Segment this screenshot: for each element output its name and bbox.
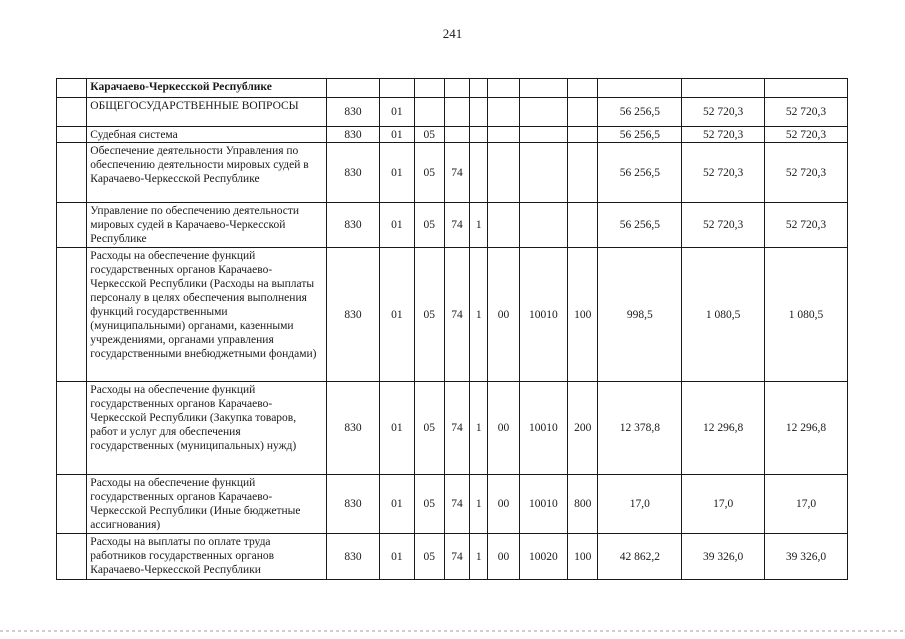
table-row — [57, 143, 848, 203]
margin-cell — [57, 475, 87, 534]
subsection-code: 05 — [414, 143, 444, 203]
subsection-code: 05 — [414, 248, 444, 382]
subprogram-code — [470, 98, 488, 127]
program-code — [444, 127, 469, 143]
margin-cell — [57, 127, 87, 143]
subprogram-code: 1 — [470, 203, 488, 248]
section-code: 01 — [380, 534, 414, 580]
program-code — [444, 98, 469, 127]
margin-cell — [57, 248, 87, 382]
ministry-code: 830 — [326, 382, 380, 475]
program-code — [444, 79, 469, 98]
expense-type-code — [568, 143, 598, 203]
amount-year-2: 52 720,3 — [682, 203, 765, 248]
event-code — [488, 127, 519, 143]
direction-code — [519, 143, 567, 203]
expense-type-code — [568, 203, 598, 248]
subprogram-code: 1 — [470, 534, 488, 580]
event-code: 00 — [488, 534, 519, 580]
event-code: 00 — [488, 382, 519, 475]
margin-cell — [57, 534, 87, 580]
section-code: 01 — [380, 143, 414, 203]
ministry-code: 830 — [326, 248, 380, 382]
direction-code: 10010 — [519, 475, 567, 534]
amount-year-1: 17,0 — [598, 475, 682, 534]
margin-cell — [57, 79, 87, 98]
table-row — [57, 203, 848, 248]
amount-year-3: 52 720,3 — [765, 143, 848, 203]
expense-type-code: 200 — [568, 382, 598, 475]
margin-cell — [57, 98, 87, 127]
section-code: 01 — [380, 203, 414, 248]
expense-type-code — [568, 98, 598, 127]
subprogram-code: 1 — [470, 382, 488, 475]
section-code: 01 — [380, 248, 414, 382]
margin-cell — [57, 203, 87, 248]
program-code: 74 — [444, 475, 469, 534]
ministry-code: 830 — [326, 534, 380, 580]
event-code: 00 — [488, 248, 519, 382]
table-row — [57, 79, 848, 98]
item-name: Расходы на выплаты по оплате труда работников государственных органов Карачаево-Черкесской Республики — [87, 534, 326, 580]
subsection-code — [414, 79, 444, 98]
ministry-code: 830 — [326, 127, 380, 143]
amount-year-3: 12 296,8 — [765, 382, 848, 475]
direction-code: 10020 — [519, 534, 567, 580]
ministry-code — [326, 79, 380, 98]
table-row — [57, 534, 848, 580]
amount-year-1: 56 256,5 — [598, 98, 682, 127]
amount-year-2: 39 326,0 — [682, 534, 765, 580]
item-name: Расходы на обеспечение функций государственных органов Карачаево-Черкесской Республики (Закупка товаров, работ и услуг для обеспечения государственных (муниципальных) нужд) — [87, 382, 326, 475]
ministry-code: 830 — [326, 475, 380, 534]
item-name: Обеспечение деятельности Управления по обеспечению деятельности мировых судей в Карачаево-Черкесской Республике — [87, 143, 326, 203]
amount-year-1 — [598, 79, 682, 98]
program-code: 74 — [444, 534, 469, 580]
amount-year-1: 56 256,5 — [598, 127, 682, 143]
subsection-code — [414, 98, 444, 127]
amount-year-2: 52 720,3 — [682, 98, 765, 127]
expense-type-code — [568, 127, 598, 143]
event-code: 00 — [488, 475, 519, 534]
amount-year-2: 52 720,3 — [682, 143, 765, 203]
amount-year-1: 42 862,2 — [598, 534, 682, 580]
amount-year-3: 52 720,3 — [765, 98, 848, 127]
program-code: 74 — [444, 203, 469, 248]
margin-cell — [57, 382, 87, 475]
direction-code: 10010 — [519, 248, 567, 382]
amount-year-2: 12 296,8 — [682, 382, 765, 475]
amount-year-3 — [765, 79, 848, 98]
expense-type-code — [568, 79, 598, 98]
section-code: 01 — [380, 382, 414, 475]
direction-code — [519, 98, 567, 127]
amount-year-3: 39 326,0 — [765, 534, 848, 580]
item-name: Судебная система — [87, 127, 326, 143]
amount-year-3: 1 080,5 — [765, 248, 848, 382]
subsection-code: 05 — [414, 127, 444, 143]
event-code — [488, 143, 519, 203]
ministry-code: 830 — [326, 203, 380, 248]
table-row — [57, 127, 848, 143]
section-code: 01 — [380, 127, 414, 143]
amount-year-1: 12 378,8 — [598, 382, 682, 475]
item-name: Расходы на обеспечение функций государственных органов Карачаево-Черкесской Республики (Иные бюджетные ассигнования) — [87, 475, 326, 534]
subsection-code: 05 — [414, 203, 444, 248]
page-number: 241 — [442, 26, 463, 41]
section-code: 01 — [380, 475, 414, 534]
item-name: Управление по обеспечению деятельности мировых судей в Карачаево-Черкесской Республике — [87, 203, 326, 248]
amount-year-1: 998,5 — [598, 248, 682, 382]
program-code: 74 — [444, 143, 469, 203]
direction-code — [519, 79, 567, 98]
amount-year-2: 17,0 — [682, 475, 765, 534]
subprogram-code: 1 — [470, 248, 488, 382]
budget-table — [56, 78, 848, 580]
direction-code — [519, 203, 567, 248]
table-row — [57, 248, 848, 382]
direction-code — [519, 127, 567, 143]
margin-cell — [57, 143, 87, 203]
direction-code: 10010 — [519, 382, 567, 475]
program-code: 74 — [444, 382, 469, 475]
ministry-code: 830 — [326, 143, 380, 203]
table-row — [57, 475, 848, 534]
table-row — [57, 98, 848, 127]
amount-year-3: 17,0 — [765, 475, 848, 534]
table-row — [57, 382, 848, 475]
ministry-code: 830 — [326, 98, 380, 127]
expense-type-code: 100 — [568, 534, 598, 580]
scan-edge — [0, 630, 905, 632]
amount-year-2: 52 720,3 — [682, 127, 765, 143]
subprogram-code: 1 — [470, 475, 488, 534]
section-code: 01 — [380, 98, 414, 127]
event-code — [488, 98, 519, 127]
subprogram-code — [470, 127, 488, 143]
subprogram-code — [470, 79, 488, 98]
amount-year-3: 52 720,3 — [765, 127, 848, 143]
amount-year-1: 56 256,5 — [598, 143, 682, 203]
amount-year-1: 56 256,5 — [598, 203, 682, 248]
event-code — [488, 79, 519, 98]
expense-type-code: 100 — [568, 248, 598, 382]
item-name: Карачаево-Черкесской Республике — [87, 79, 326, 98]
section-code — [380, 79, 414, 98]
item-name: ОБЩЕГОСУДАРСТВЕННЫЕ ВОПРОСЫ — [87, 98, 326, 127]
amount-year-2 — [682, 79, 765, 98]
expense-type-code: 800 — [568, 475, 598, 534]
subsection-code: 05 — [414, 382, 444, 475]
amount-year-2: 1 080,5 — [682, 248, 765, 382]
event-code — [488, 203, 519, 248]
subprogram-code — [470, 143, 488, 203]
program-code: 74 — [444, 248, 469, 382]
item-name: Расходы на обеспечение функций государственных органов Карачаево-Черкесской Республики (Расходы на выплаты персоналу в целях обеспечения выполнения функций государственными (муниципальными) органами, казенными учреждениями, органами управления государственными внебюджетными фондами) — [87, 248, 326, 382]
subsection-code: 05 — [414, 534, 444, 580]
amount-year-3: 52 720,3 — [765, 203, 848, 248]
subsection-code: 05 — [414, 475, 444, 534]
